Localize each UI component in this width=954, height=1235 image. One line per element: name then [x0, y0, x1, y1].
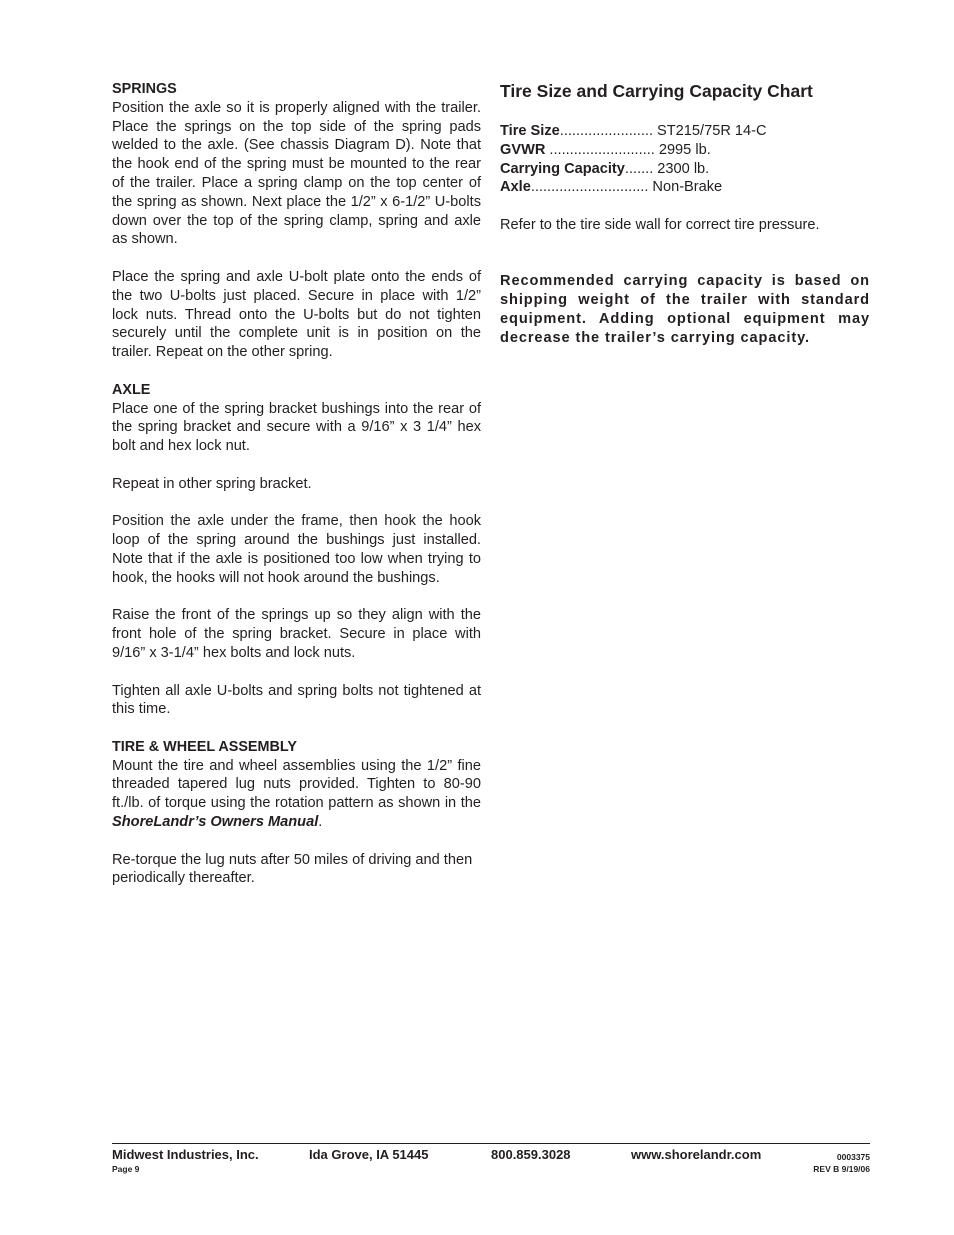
spec-key: Carrying Capacity	[500, 160, 625, 177]
springs-paragraph-2: Place the spring and axle U-bolt plate onto the ends of the two U-bolts just placed. Secure in place with 1/2” lock nuts. Thread onto the U-bolts but do not tighten securely until the complete unit is in position on the trailer. Repeat on the other spring.	[112, 268, 481, 361]
footer-divider	[112, 1143, 870, 1144]
axle-paragraph-5: Tighten all axle U-bolts and spring bolts not tightened at this time.	[112, 682, 481, 718]
footer-company: Midwest Industries, Inc.	[112, 1147, 259, 1162]
spec-row-axle	[500, 178, 870, 197]
footer-website[interactable]: www.shorelandr.com	[631, 1147, 762, 1162]
carrying-capacity-note: Recommended carrying capacity is based on shipping weight of the trailer with standard equipment. Adding optional equipment may decrease the trailer’s carrying capacity.	[500, 273, 870, 346]
spec-leader: .......	[624, 160, 654, 177]
owners-manual-title: ShoreLandr’s Owners Manual	[112, 814, 319, 831]
tire-paragraph-1-text: Mount the tire and wheel assemblies using the 1/2” fine threaded tapered lug nuts provided. Tighten to 80-90 ft./lb. of torque using the rotation pattern as shown in the	[112, 757, 481, 812]
tire-paragraph-2: Re-torque the lug nuts after 50 miles of driving and then periodically thereafter.	[112, 851, 473, 887]
tire-paragraph-1-end: .	[318, 814, 323, 831]
spec-leader: .............................	[530, 179, 649, 196]
spec-value: 2995 lb.	[658, 141, 711, 158]
axle-heading: AXLE	[112, 381, 151, 398]
footer-page-number: Page 9	[112, 1164, 140, 1174]
spec-row-carrying-capacity	[500, 160, 870, 179]
footer-doc-number: 0003375	[836, 1152, 870, 1162]
tire-wheel-heading: TIRE & WHEEL ASSEMBLY	[112, 738, 297, 755]
spec-value: ST215/75R 14-C	[657, 123, 767, 139]
spec-row-tire-size	[500, 122, 870, 141]
tire-paragraph-1	[112, 757, 481, 832]
axle-paragraph-3: Position the axle under the frame, then hook the hook loop of the spring around the bushings just installed. Note that if the axle is positioned too low when trying to hook, the hooks will not hook around the bushings.	[112, 513, 481, 586]
spec-value: 2300 lb.	[657, 160, 710, 177]
spec-row-gvwr	[500, 141, 870, 160]
spec-key: GVWR	[500, 141, 546, 158]
spec-leader: ..........................	[549, 141, 655, 158]
axle-paragraph-2: Repeat in other spring bracket.	[112, 475, 312, 492]
springs-heading: SPRINGS	[112, 81, 177, 97]
footer-city: Ida Grove, IA 51445	[309, 1147, 429, 1162]
left-column	[112, 80, 481, 888]
axle-paragraph-1: Place one of the spring bracket bushings into the rear of the spring bracket and secure with a 9/16” x 3 1/4” hex bolt and hex lock nut.	[112, 400, 481, 455]
spec-value: Non-Brake	[652, 179, 723, 196]
footer-phone: 800.859.3028	[491, 1147, 571, 1162]
spec-leader: .......................	[559, 123, 654, 139]
right-column	[500, 80, 870, 348]
axle-paragraph-4: Raise the front of the springs up so they align with the front hole of the spring bracket. Secure in place with 9/16” x 3-1/4” hex bolts and lock nuts.	[112, 607, 481, 661]
tire-pressure-note: Refer to the tire side wall for correct tire pressure.	[500, 216, 820, 233]
chart-title: Tire Size and Carrying Capacity Chart	[500, 81, 813, 101]
spec-key: Axle	[500, 179, 531, 196]
springs-paragraph-1: Position the axle so it is properly aligned with the trailer. Place the springs on the top side of the spring pads welded to the axle. (See chassis Diagram D). Note that the hook end of the spring must be mounted to the rear of the trailer. Place a spring clamp on the top center of the spring as shown. Next place the 1/2” x 6-1/2” U-bolts down over the top of the spring clamp, spring and axle as shown.	[112, 99, 481, 248]
spec-list	[500, 122, 870, 197]
footer-revision: REV B 9/19/06	[813, 1164, 870, 1174]
spec-key: Tire Size	[500, 123, 560, 139]
